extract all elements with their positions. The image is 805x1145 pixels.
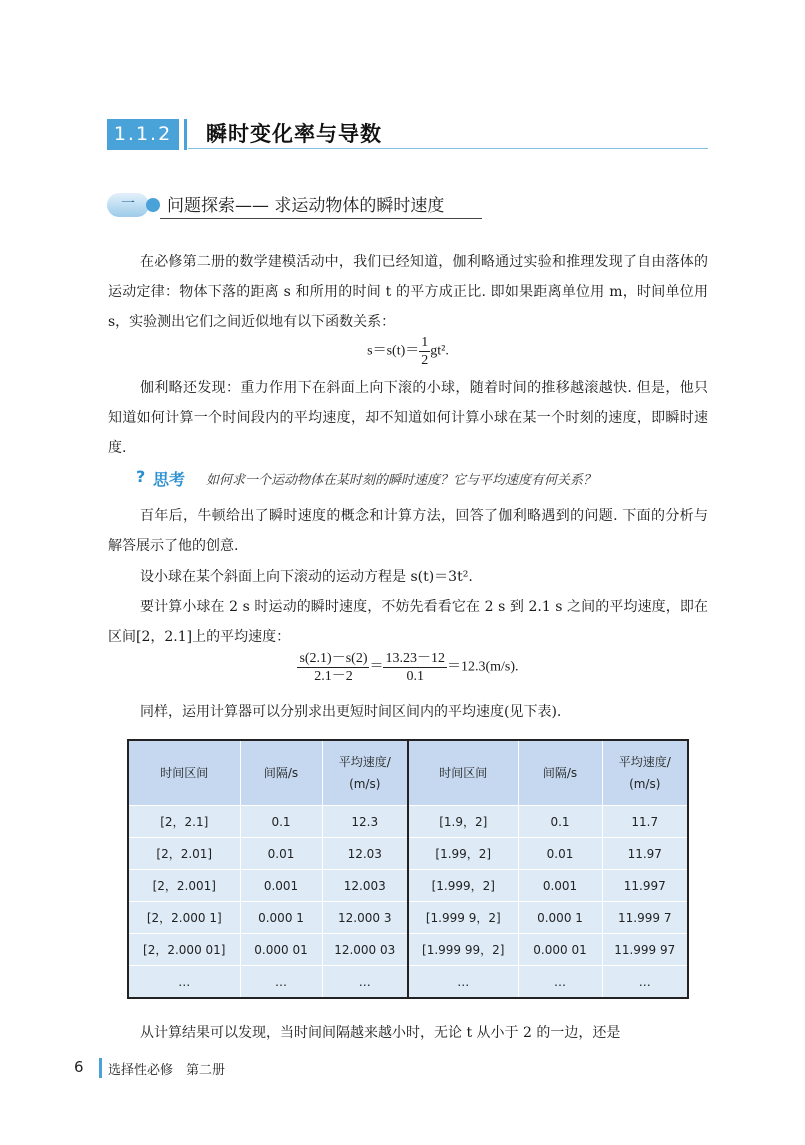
page-number: 6: [74, 1058, 84, 1076]
table-cell: 0.01: [518, 838, 602, 870]
table-cell: [1.99，2]: [408, 838, 518, 870]
section-underline: [188, 148, 708, 149]
formula-free-fall-rhs: gt².: [430, 343, 449, 359]
table-row: [128, 966, 688, 999]
table-cell: [2，2.000 01]: [128, 934, 240, 966]
table-header-row: [128, 740, 688, 806]
table-cell: …: [240, 966, 322, 999]
table-cell: 0.001: [240, 870, 322, 902]
header-line: 时间区间: [160, 766, 209, 780]
table-cell: 11.997: [602, 870, 688, 902]
subsection-title: 问题探索—— 求运动物体的瞬时速度: [167, 196, 445, 216]
paragraph-table-intro: 同样，运用计算器可以分别求出更短时间区间内的平均速度(见下表).: [140, 704, 562, 720]
formula-fraction-1: [297, 650, 369, 685]
table-cell: 12.000 3: [322, 902, 408, 934]
table-cell: [1.999 9，2]: [408, 902, 518, 934]
think-question: 如何求一个运动物体在某时刻的瞬时速度？它与平均速度有何关系？: [206, 473, 597, 488]
table-cell: 0.01: [240, 838, 322, 870]
think-question-icon: ?: [136, 467, 146, 486]
paragraph-average-speed: 要计算小球在 2 s 时运动的瞬时速度，不妨先看看它在 2 s 到 2.1 s 之间的平均速度，即在区间[2，2.1]上的平均速度：: [108, 599, 708, 645]
header-line: 平均速度/: [618, 755, 671, 769]
section-divider: [184, 119, 187, 150]
fraction-denominator: 2.1－2: [314, 669, 353, 684]
table-cell: [2，2.1]: [128, 806, 240, 838]
header-line: 平均速度/: [338, 755, 391, 769]
table-cell: 12.000 03: [322, 934, 408, 966]
table-row: [128, 870, 688, 902]
table-cell: 11.999 7: [602, 902, 688, 934]
fraction-numerator: 1: [421, 335, 429, 350]
paragraph-conclusion: 从计算结果可以发现，当时间间隔越来越小时，无论 t 从小于 2 的一边，还是: [140, 1025, 621, 1041]
table-header-cell: [602, 740, 688, 806]
book-title: 选择性必修 第二册: [108, 1063, 226, 1078]
table-row: [128, 838, 688, 870]
table-cell: 0.000 01: [240, 934, 322, 966]
table-row: [128, 902, 688, 934]
table-cell: 0.000 1: [518, 902, 602, 934]
table-cell: 0.001: [518, 870, 602, 902]
table-cell: [2，2.000 1]: [128, 902, 240, 934]
table-cell: [2，2.01]: [128, 838, 240, 870]
table-cell: 11.97: [602, 838, 688, 870]
table-cell: 0.000 01: [518, 934, 602, 966]
paragraph-galileo: 伽利略还发现：重力作用下在斜面上向下滚的小球，随着时间的推移越滚越快. 但是，他只知道如何计算一个时间段内的平均速度，却不知道如何计算小球在某一个时刻的速度，即瞬时速度.: [108, 380, 708, 456]
table-header-cell: [322, 740, 408, 806]
formula-result: ＝12.3(m/s).: [446, 659, 519, 675]
formula-free-fall-fraction: [419, 334, 430, 369]
formula-fraction-2: [383, 650, 447, 685]
fraction-numerator: s(2.1)－s(2): [299, 651, 368, 666]
header-line: 时间区间: [439, 766, 488, 780]
velocity-table: [127, 739, 689, 999]
header-line: 间隔/s: [263, 766, 299, 780]
paragraph-equation: 设小球在某个斜面上向下滚动的运动方程是 s(t)＝3t².: [140, 569, 473, 585]
formula-free-fall: [108, 334, 708, 369]
table-cell: 11.7: [602, 806, 688, 838]
formula-average-velocity: [108, 650, 708, 685]
table-cell: …: [128, 966, 240, 999]
table-cell: …: [408, 966, 518, 999]
table-cell: 0.1: [518, 806, 602, 838]
paragraph-newton: 百年后，牛顿给出了瞬时速度的概念和计算方法，回答了伽利略遇到的问题. 下面的分析与解答展示了他的创意.: [108, 508, 708, 554]
fraction-numerator: 13.23－12: [385, 651, 445, 666]
table-header-cell: [518, 740, 602, 806]
subsection-badge: 一: [107, 193, 149, 217]
paragraph-intro: 在必修第二册的数学建模活动中，我们已经知道，伽利略通过实验和推理发现了自由落体的运动定律：物体下落的距离 s 和所用的时间 t 的平方成正比. 即如果距离单位用 m，时间单位用 s，实验测出它们之间近似地有以下函数关系：: [108, 254, 708, 330]
header-line: (m/s): [629, 777, 661, 791]
table-cell: …: [602, 966, 688, 999]
table-header-cell: [128, 740, 240, 806]
table-cell: 12.3: [322, 806, 408, 838]
formula-free-fall-lhs: s＝s(t)＝: [367, 343, 420, 359]
subsection-underline: [160, 218, 482, 219]
section-number: 1.1.2: [107, 119, 179, 150]
table-cell: 12.03: [322, 838, 408, 870]
header-line: 间隔/s: [542, 766, 578, 780]
table-header-cell: [408, 740, 518, 806]
table-cell: …: [518, 966, 602, 999]
table-cell: [2，2.001]: [128, 870, 240, 902]
table-cell: …: [322, 966, 408, 999]
table-cell: 0.1: [240, 806, 322, 838]
formula-equals: ＝: [369, 659, 384, 675]
table-cell: [1.9，2]: [408, 806, 518, 838]
subsection-badge-dot: [146, 198, 160, 212]
fraction-denominator: 0.1: [406, 669, 424, 684]
table-cell: [1.999，2]: [408, 870, 518, 902]
footer-divider: [99, 1058, 102, 1078]
table-cell: 0.000 1: [240, 902, 322, 934]
think-label: 思考: [153, 470, 186, 489]
table-row: [128, 934, 688, 966]
header-line: (m/s): [349, 777, 381, 791]
section-title: 瞬时变化率与导数: [206, 122, 382, 146]
table-cell: 12.003: [322, 870, 408, 902]
table-row: [128, 806, 688, 838]
table-header-cell: [240, 740, 322, 806]
table-cell: 11.999 97: [602, 934, 688, 966]
fraction-denominator: 2: [421, 353, 429, 368]
table-cell: [1.999 99，2]: [408, 934, 518, 966]
